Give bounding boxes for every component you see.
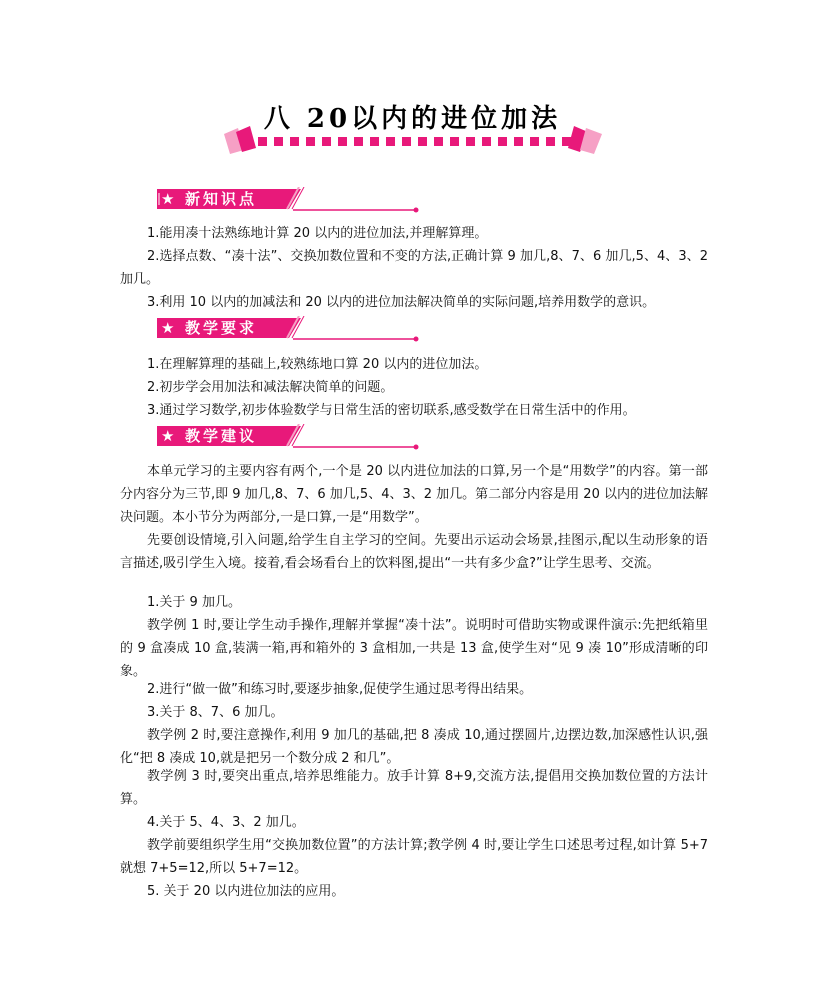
paragraph: 教学前要组织学生用“交换加数位置”的方法计算;教学例 4 时,要让学生口述思考过程,如计算 5+7 就想 7+5=12,所以 5+7=12。: [120, 838, 708, 876]
paragraph: 5. 关于 20 以内进位加法的应用。: [147, 884, 345, 899]
paragraph: 本单元学习的主要内容有两个,一个是 20 以内进位加法的口算,另一个是“用数学”的内容。第一部分内容分为三节,即 9 加几,8、7、6 加几,5、4、3、2 加几。第二部分内容是用 20 以内的进位加法解决问题。本小节分为两部分,一是口算,一是“用数学”。: [120, 464, 708, 525]
star-icon: ★: [161, 427, 175, 445]
paragraph: 教学例 1 时,要让学生动手操作,理解并掌握“凑十法”。说明时可借助实物或课件演示:先把纸箱里的 9 盒凑成 10 盒,装满一箱,再和箱外的 3 盒相加,一共是 13 盒,使学生对“见 9 凑 10”形成清晰的印象。: [120, 618, 708, 679]
paragraph: 教学例 3 时,要突出重点,培养思维能力。放手计算 8+9,交流方法,提倡用交换加数位置的方法计算。: [120, 769, 708, 807]
list-item: 2.选择点数、“凑十法”、交换加数位置和不变的方法,正确计算 9 加几,8、7、6 加几,5、4、3、2 加几。: [120, 249, 708, 287]
paragraph: 教学例 2 时,要注意操作,利用 9 加几的基础,把 8 凑成 10,通过摆圆片,边摆边数,加深感性认识,强化“把 8 凑成 10,就是把另一个数分成 2 和几”。: [120, 728, 708, 766]
list-item: 1.在理解算理的基础上,较熟练地口算 20 以内的进位加法。: [147, 357, 488, 372]
list-item: 1.能用凑十法熟练地计算 20 以内的进位加法,并理解算理。: [147, 226, 488, 241]
section-header-teaching-suggestions: [153, 424, 423, 450]
paragraph: 4.关于 5、4、3、2 加几。: [147, 815, 305, 830]
title-decoration: [222, 126, 607, 156]
paragraph: 先要创设情境,引入问题,给学生自主学习的空间。先要出示运动会场景,挂图示,配以生动形象的语言描述,吸引学生入境。接着,看会场看台上的饮料图,提出“一共有多少盒?”让学生思考、交流。: [120, 533, 708, 571]
section-header-new-knowledge: [153, 187, 423, 213]
list-item: 3.利用 10 以内的加减法和 20 以内的进位加法解决简单的实际问题,培养用数学的意识。: [147, 295, 656, 310]
paragraph: 3.关于 8、7、6 加几。: [147, 705, 284, 720]
section-title: 教学要求: [185, 319, 258, 337]
page-title: 八 20以内的进位加法: [263, 104, 562, 134]
section-header-teaching-requirements: [153, 316, 423, 342]
list-item: 3.通过学习数学,初步体验数学与日常生活的密切联系,感受数学在日常生活中的作用。: [147, 403, 636, 418]
section-title: 新知识点: [185, 190, 258, 208]
section-title: 教学建议: [185, 427, 258, 445]
list-item: 2.初步学会用加法和减法解决简单的问题。: [147, 380, 394, 395]
paragraph: 2.进行“做一做”和练习时,要逐步抽象,促使学生通过思考得出结果。: [147, 682, 533, 697]
star-icon: ★: [161, 319, 175, 337]
paragraph: 1.关于 9 加几。: [147, 595, 241, 610]
star-icon: ★: [161, 190, 175, 208]
